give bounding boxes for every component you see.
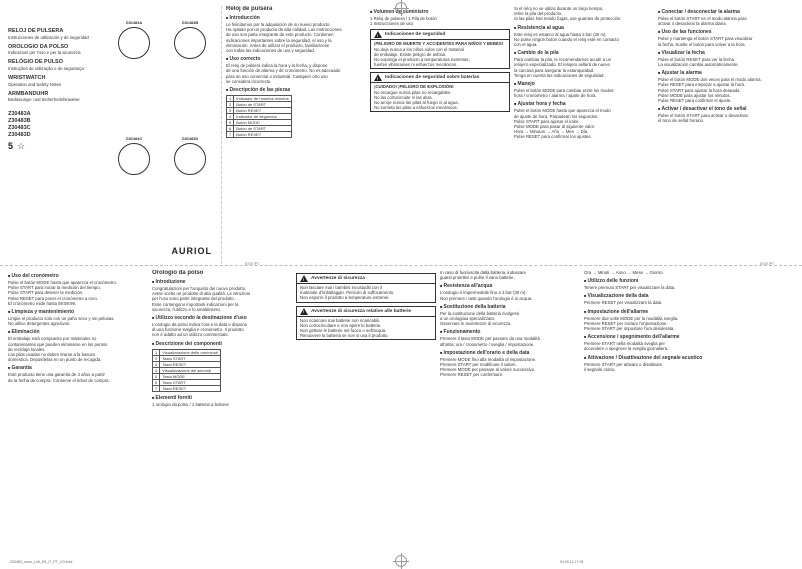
it-battery-heading: ■ Sostituzione della batteria [440,304,580,310]
model-d: Z30483D [8,131,31,138]
es-safety-header [371,30,509,40]
cover-sub-5: Bedienungs- und Sicherheitshinweise [8,97,80,103]
es-safety-title: Indicaciones de seguridad [385,32,446,38]
it-part-2: Tasto START [160,355,221,361]
es-intro-heading: ■ Introducción [226,15,366,21]
it-functions-heading: ■ Utilizzo delle funzioni [584,278,724,284]
it-part-3: Tasto RESET [160,361,221,367]
warning-icon [374,31,382,38]
registration-mark-icon [395,2,407,14]
it-operation-heading: ■ Funzionamento [440,329,580,335]
watch-face-icon [118,143,150,175]
registration-mark-icon [395,555,407,567]
it-battery-header [297,307,435,317]
it-column-2: Orologio da polso ■ Introduzione Congratulazioni per l'acquisto del nuovo prodotto. Avete scelto un prodotto di alta qualità. Le istruzioni per l'uso sono parte integrante del prodotto. Esse contengono importanti indicazioni per la sicurezza, l'utilizzo e lo smaltimento. ■ Utilizzo secondo la destinazione d'uso L'orologio da polso indica l'ora e la data e dispone di una funzione sveglia e cronometro. Il prodotto non è adatto ad un utilizzo commerciale. ■ Descrizione dei componenti 1 Visualizzazione delle ore/minuti 2 Tasto START 3 Tasto RESET 4 Visualizzazione dei secondi 5 Tasto MODE 6 Tasto START 7 Tasto RESET ■ Elementi forniti 1 orologio da polso / 1 batteria a bottone [152,270,292,553]
it-alarm-act-heading: ■ Attivazione / Disattivazione del segnale acustico [584,355,724,361]
es-time-heading: ■ Ajustar hora y fecha [514,101,654,107]
es-column-2: ■ Volumen de suministro 1 Reloj de pulsera / 1 Pila de botón 1 Instrucciones de uso ! Indicaciones de seguridad ¡PELIGRO DE MUERTE Y ACCIDENTES PARA NIÑOS Y BEBÉS! No deje nunca a los niños solos con el material de embalaje. Existe peligro de asfixia. No exponga el producto a temperaturas extremas, fuertes vibraciones ni esfuerzos mecánicos. ! Indicaciones de seguridad sobre baterías ¡CUIDADO! ¡PELIGRO DE EXPLOSIÓN! No recargue nunca pilas no recargables. No las cortocircuite ni las abra. No arroje nunca las pilas al fuego ni al agua. No someta las pilas a esfuerzos mecánicos. [370,6,510,264]
es-part-1: Indicador de hora/los minutos [234,96,291,102]
watch-face-icon [174,143,206,175]
es-battery-box: ! Indicaciones de seguridad sobre baterías ¡CUIDADO! ¡PELIGRO DE EXPLOSIÓN! No recargue nunca pilas no recargables. No las cortocircuite ni las abra. No arroje nunca las pilas al fuego ni al agua. No someta las pilas a esfuerzos mecánicos. [370,72,510,112]
model-list [8,111,103,139]
warranty-years: 5 [8,141,15,152]
cover-title-2: OROLOGIO DA POLSO [8,43,69,50]
it-column-5: Ora → Minuti → Anno → Mese → Giorno. ■ Utilizzo delle funzioni Tenere premuto START per visualizzare la data. ■ Visualizzazione della data Premere RESET per visualizzare la data. ■ Impostazione dell'allarme Premere due volte MODE per la modalità sveglia. Premere RESET per iniziare l'impostazione. Premere START per impostare l'ora desiderata. ■ Accensione / spegnimento dell'allarme Premere START nella modalità sveglia per accendere o spegnere la sveglia giornaliera. ■ Attivazione / Disattivazione del segnale acustico Premere START per attivare o disattivare il segnale orario. [584,270,724,553]
es-water-heading: ■ Resistencia al agua [514,25,654,31]
es-parts-heading: ■ Descripción de las piezas [226,87,366,93]
it-part-4: Visualizzazione dei secondi [160,367,221,373]
cover-lang-4 [8,75,103,87]
watch-face-icon [118,27,150,59]
it-alarm-heading: ■ Impostazione dell'allarme [584,309,724,315]
watch-b [171,20,209,66]
warning-icon [300,275,308,282]
fold-label-left: ES/IT/PT [245,262,260,266]
brand-logo: AURIOL [171,246,212,256]
it-safety-header [297,274,435,284]
star-icon: ☆ [17,140,26,151]
it-column-3 [296,270,436,553]
es-disposal-heading: ■ Eliminación [8,329,148,335]
es-part-4: Indicador de segundos [234,114,291,120]
it-parts-table: 1 Visualizzazione delle ore/minuti 2 Tasto START 3 Tasto RESET 4 Visualizzazione dei secondi 5 Tasto MODE 6 Tasto START 7 Tasto RESET [152,349,221,392]
es-scope-heading: ■ Volumen de suministro [370,9,510,15]
es-part-7: Botón RESET [234,132,291,138]
cover-title-5: ARMBANDUHR [8,90,49,97]
watch-d [171,136,209,182]
es-safety-box: ! Indicaciones de seguridad ¡PELIGRO DE MUERTE Y ACCIDENTES PARA NIÑOS Y BEBÉS! No deje nunca a los niños solos con el material de embalaje. Existe peligro de asfixia. No exponga el producto a temperaturas extremas, fuertes vibraciones ni esfuerzos mecánicos. [370,29,510,69]
cover-panel [8,6,103,264]
watch-label-b: Z30483B [181,20,199,25]
es-use-heading: ■ Uso correcto [226,56,366,62]
cover-sub-3: Instruções de utilização e de segurança [8,65,84,71]
it-parts-heading: ■ Descrizione dei componenti [152,341,292,347]
es-warranty-heading: ■ Garantía [8,365,148,371]
fold-label-right: ES/IT/PT [760,262,775,266]
cover-lang-3 [8,59,103,71]
it-safety-box: ! Avvertenze di sicurezza Non lasciare mai i bambini incustoditi con il materiale d'imballaggio. Pericolo di soffocamento. Non esporre il prodotto a temperature estreme. [296,273,436,303]
watch-label-d: Z30483D [181,136,199,141]
cover-title-1: RELOJ DE PULSERA [8,28,64,34]
watch-label-a: Z30483A [125,20,143,25]
es-column-4: ■ Conectar / desconectar la alarma Pulse el botón START en el modo alarma para activar o desactivar la alarma diaria. ■ Uso de las funciones Pulse y mantenga el botón START para visualizar la fecha. Suelte el botón para volver a la hora. ■ Visualizar la fecha Pulse el botón RESET para ver la fecha. La visualización cambia automáticamente. ■ Ajustar la alarma Pulse el botón MODE dos veces para el modo alarma. Pulse RESET para empezar a ajustar la hora. Pulse START para ajustar la hora deseada. Pulse MODE para ajustar los minutos. Pulse RESET para confirmar el ajuste. ■ Activar / desactivar el tono de señal Pulse el botón START para activar o desactivar el tono de señal horario. [658,6,794,264]
es-battery-title: Indicaciones de seguridad sobre baterías [385,75,480,81]
it-part-5: Tasto MODE [160,373,221,379]
it-title: Orologio da polso [152,270,204,276]
es-operation-heading: ■ Manejo [514,81,654,87]
cover-lang-1 [8,28,103,40]
watch-label-c: Z30483C [125,136,143,141]
warning-icon [374,74,382,81]
watch-a [115,20,153,66]
cover-title-4: WRISTWATCH [8,75,46,82]
cover-sub-4: Operation and Safety Notes [8,81,62,87]
cover-sub-1: Instrucciones de utilización y de seguridad [8,34,89,40]
watch-panel [106,6,218,264]
it-part-1: Visualizzazione delle ore/minuti [160,349,221,355]
es-part-5: Botón MODE [234,120,291,126]
es-alarm-act-heading: ■ Activar / desactivar el tono de señal [658,106,794,112]
it-battery-title: Avvertenze di sicurezza relative alle batterie [311,308,412,314]
cover-lang-2 [8,44,103,56]
it-part-7: Tasto RESET [160,385,221,391]
cover-lang-5 [8,91,103,103]
model-c: Z30483C [8,124,31,131]
watch-c [115,136,153,182]
model-a: Z30483A [8,110,31,117]
es-alarm-on-heading: ■ Conectar / desconectar la alarma [658,9,794,15]
watch-grid [106,20,218,182]
footer-file: Z30483_cover_Lidl_ES_IT_PT_CS.indd [10,560,73,564]
cover-sub-2: Indicazioni per l'uso e per la sicurezza [8,50,81,56]
es-alarm-heading: ■ Ajustar la alarma [658,70,794,76]
bottom-half [8,270,794,553]
es-parts-table: 1 Indicador de hora/los minutos 2 Botón de START 3 Botón RESET 4 Indicador de segundos 5 Botón MODE 6 Botón de START 7 Botón RESET [226,95,292,138]
es-caution-text: ¡CUIDADO! ¡PELIGRO DE EXPLOSIÓN! [374,84,454,90]
cut-line [221,6,222,264]
es-column-1: Reloj de pulsera ■ Introducción Le felicitamos por la adquisición de su nuevo producto. Ha optado por un producto de alta calidad. Las instrucciones de uso son parte integrante de este producto. Contienen indicaciones importantes sobre la seguridad, el uso y la eliminación. Antes de utilizar el producto, familiarícese con todas las indicaciones de uso y seguridad. ■ Uso correcto El reloj de pulsera indica la hora y la fecha, y dispone de una función de alarma y de cronómetro. No es adecuado para un uso comercial o industrial. Cualquier otro uso se considera incorrecto. ■ Descripción de las piezas 1 Indicador de hora/los minutos 2 Botón de START 3 Botón RESET 4 Indicador de segundos 5 Botón MODE 6 Botón de START 7 Botón RESET [226,6,366,264]
es-title: Reloj de pulsera [226,6,273,12]
warning-icon [300,308,308,315]
it-safety-title: Avvertenze di sicurezza [311,276,365,281]
it-battery-box: ! Avvertenze di sicurezza relative alle batterie Non ricaricare mai batterie non ricaricabili. Non cortocircuitare e non aprire le batterie. Non gettare le batterie nel fuoco o nell'acqua. Rimuovere la batteria se non si usa il prodotto. [296,306,436,341]
es-part-3: Botón RESET [234,108,291,114]
it-scope-heading: ■ Elementi forniti [152,395,292,401]
warranty-badge [8,141,103,152]
watch-face-icon [174,27,206,59]
es-battery-header [371,73,509,83]
es-column-3: Si el reloj no se utiliza durante un largo tiempo, retire la pila del producto. Si las pilas han tenido fugas, use guantes de protección. ■ Resistencia al agua Este reloj es estanco al agua hasta 3 bar (30 m). No pulse ningún botón cuando el reloj esté en contacto con el agua. ■ Cambio de la pila Para cambiar la pila, le recomendamos acudir a un relojero especializado. El relojero sellará de nuevo la carcasa para asegurar la estanqueidad. Tenga en cuenta las indicaciones de seguridad. ■ Manejo Pulse el botón MODE para cambiar entre los modos: hora / cronómetro / alarma / ajuste de hora. ■ Ajustar hora y fecha Pulse el botón MODE hasta que aparezca el modo de ajuste de hora. Parpadean los segundos. Pulse START para ajustar el valor. Pulse MODE para pasar al siguiente valor. Hora → Minutos → Año → Mes → Día. Pulse RESET para confirmar los ajustes. [514,6,654,264]
cover-title-3: RELÓGIO DE PULSO [8,59,64,66]
footer-date: 04.09.12 17:05 [560,560,584,564]
es-danger-text: ¡PELIGRO DE MUERTE Y ACCIDENTES PARA NIÑOS Y BEBÉS! [374,41,504,47]
cover-languages [8,28,103,103]
it-column-1: ■ Uso del cronómetro Pulse el botón MODE hasta que aparezca el cronómetro. Pulse START para iniciar la medición del tiempo. Pulse START para detener la medición. Pulse RESET para poner el cronómetro a cero. El cronómetro mide hasta 59:59:99. ■ Limpieza y mantenimiento Limpie el producto solo con un paño seco y sin pelusas. No utilice detergentes agresivos. ■ Eliminación El embalaje está compuesto por materiales no contaminantes que pueden eliminarse en los puntos de reciclaje locales. Las pilas usadas no deben tirarse a la basura doméstica. Deposítelas en un punto de recogida. ■ Garantía Este producto tiene una garantía de 3 años a partir de la fecha de compra. Conserve el ticket de compra. [8,270,148,553]
it-column-4: In caso di fuoriuscita dalla batteria, indossare guanti protettivi e pulire il vano batterie. ■ Resistenza all'acqua L'orologio è impermeabile fino a 3 bar (30 m). Non premere i tasti quando l'orologio è in acqua. ■ Sostituzione della batteria Per la sostituzione della batteria rivolgersi a un orologiaio specializzato. Osservare le avvertenze di sicurezza. ■ Funzionamento Premere il tasto MODE per passare da una modalità all'altra: ora / cronometro / sveglia / impostazione. ■ Impostazione dell'orario e della data Premere MODE fino alla modalità di impostazione. Premere START per modificare il valore. Premere MODE per passare al valore successivo. Premere RESET per confermare. [440,270,580,553]
it-intro-heading: ■ Introduzione [152,279,292,285]
it-light-heading: ■ Visualizzazione della data [584,293,724,299]
fold-line [0,265,802,266]
it-alarm-on-heading: ■ Accensione / spegnimento dell'allarme [584,334,724,340]
es-functions-heading: ■ Uso de las funciones [658,29,794,35]
es-part-2: Botón de START [234,102,291,108]
it-time-heading: ■ Impostazione dell'orario e della data [440,350,580,356]
es-battery-heading: ■ Cambio de la pila [514,50,654,56]
model-b: Z30483B [8,117,31,124]
es-light-heading: ■ Visualizar la fecha [658,50,794,56]
top-half [8,6,794,264]
es-care-heading: ■ Uso del cronómetro [8,273,148,279]
it-part-6: Tasto START [160,379,221,385]
es-part-6: Botón de START [234,126,291,132]
it-water-heading: ■ Resistenza all'acqua [440,283,580,289]
es-clean-heading: ■ Limpieza y mantenimiento [8,309,148,315]
it-use-heading: ■ Utilizzo secondo la destinazione d'uso [152,315,292,321]
